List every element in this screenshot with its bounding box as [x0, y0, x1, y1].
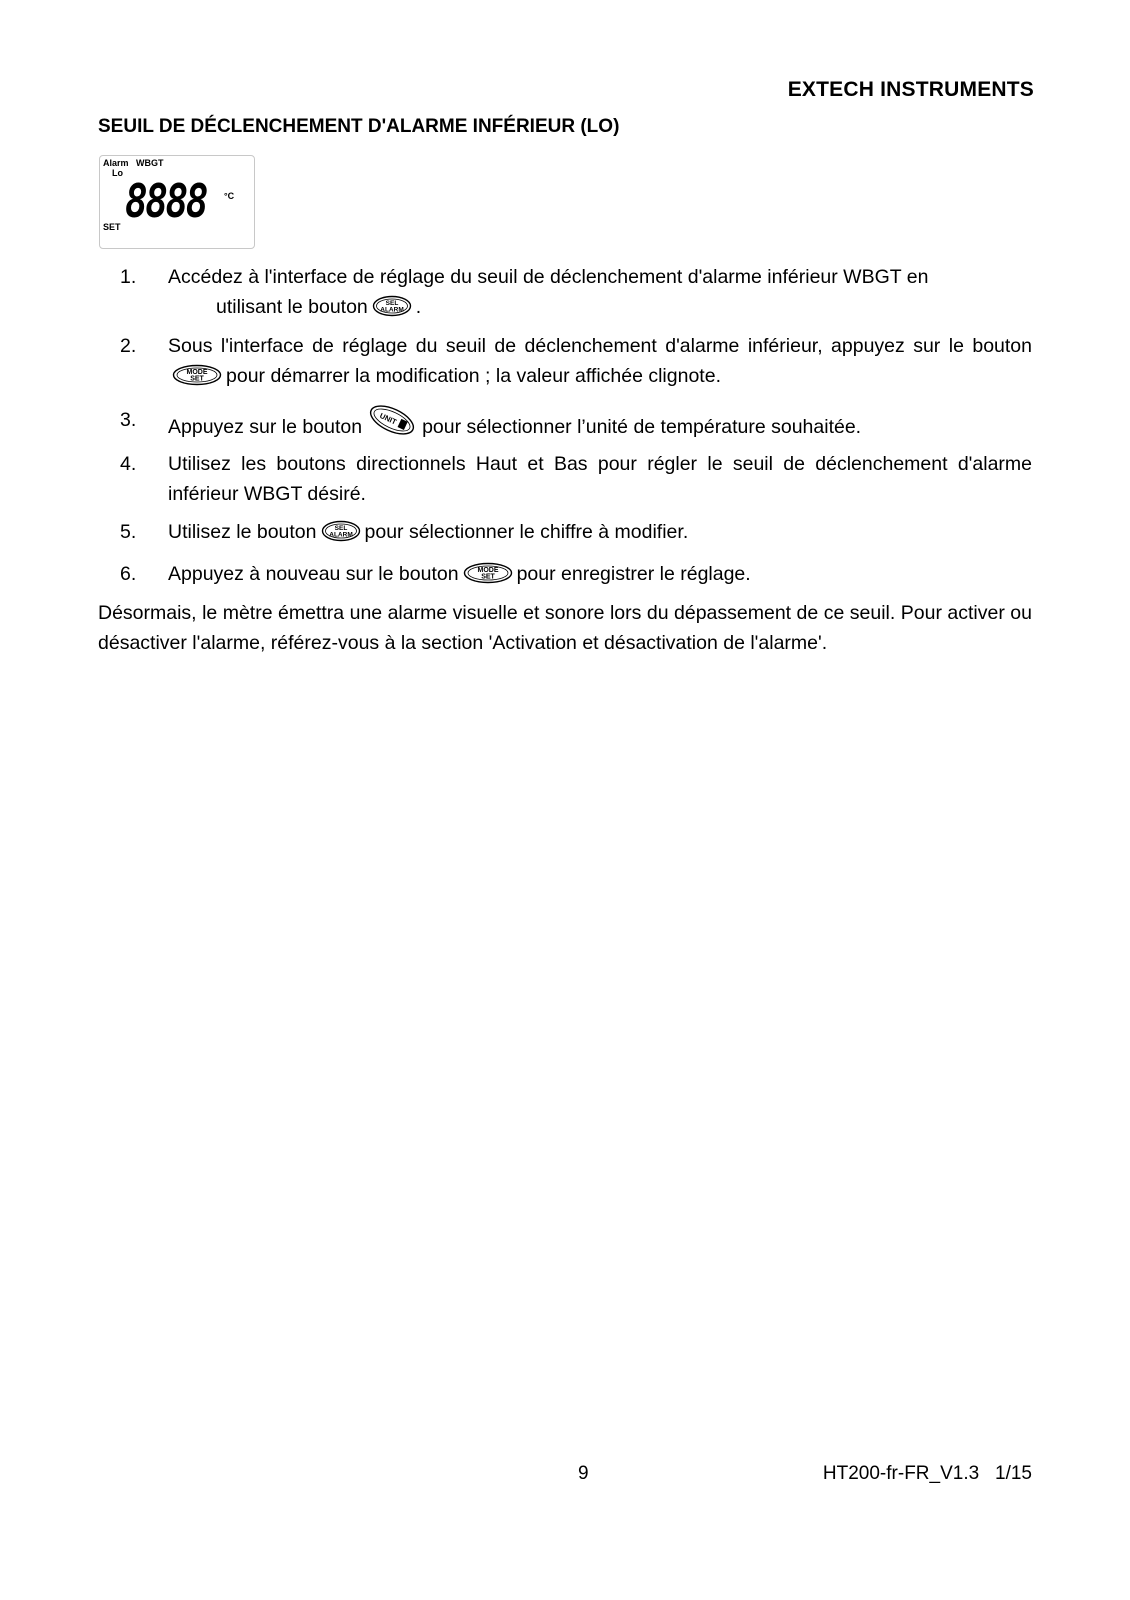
lcd-set-label: SET [103, 222, 121, 232]
step-text: . [415, 296, 422, 318]
unit-button-icon [366, 405, 418, 444]
step-number: 5. [120, 521, 137, 543]
section-title: SEUIL DE DÉCLENCHEMENT D'ALARME INFÉRIEUR (LO) [98, 116, 620, 137]
step-5 [98, 517, 1032, 551]
step-text: utilisant le bouton [216, 296, 368, 318]
lcd-wbgt-label: WBGT [136, 158, 164, 168]
lcd-unit-label: °C [224, 191, 235, 201]
step-text: Sous l'interface de réglage du seuil de déclenchement d'alarme inférieur, appuyez sur le bouton [168, 335, 1032, 357]
step-number: 2. [120, 335, 137, 357]
step-6 [98, 559, 1032, 593]
lcd-lo-label: Lo [112, 168, 123, 178]
sel-alarm-icon-line2: ALARM [380, 306, 404, 314]
step-text: Accédez à l'interface de réglage du seuil de déclenchement d'alarme inférieur WBGT en [168, 266, 929, 288]
step-4 [98, 449, 1032, 509]
step-number: 3. [120, 409, 137, 431]
step-text: pour enregistrer le réglage. [516, 563, 751, 585]
step-number: 1. [120, 266, 137, 288]
mode-set-icon-line1: MODE [186, 369, 208, 376]
sel-alarm-icon-line1: SEL [334, 525, 347, 532]
steps-list [98, 262, 1032, 593]
sel-alarm-button-icon [372, 295, 412, 326]
step-text: pour sélectionner le chiffre à modifier. [364, 521, 689, 543]
step-2 [98, 331, 1032, 395]
instructions [98, 262, 1032, 678]
step-text: Appuyez à nouveau sur le bouton [168, 563, 459, 585]
closing-paragraph: Désormais, le mètre émettra une alarme visuelle et sonore lors du dépassement de ce seuil. Pour activer ou désactiver l'alarme, référez-vous à la section 'Activation et désactivation de l'alarme'. [98, 602, 1032, 654]
lcd-digits: 8888 [125, 174, 207, 228]
step-text: Utilisez le bouton [168, 521, 317, 543]
document-id: HT200-fr-FR_V1.3 1/15 [822, 1463, 1032, 1484]
mode-set-button-icon [172, 364, 222, 395]
unit-icon-text: UNIT [378, 410, 399, 427]
step-number: 4. [120, 453, 137, 475]
mode-set-button-icon [463, 562, 513, 593]
brand-header: EXTECH INSTRUMENTS [787, 78, 1034, 101]
step-text: pour démarrer la modification ; la valeur affichée clignote. [226, 365, 721, 387]
mode-set-icon-line1: MODE [477, 567, 499, 574]
step-text: pour sélectionner l’unité de température souhaitée. [422, 416, 862, 438]
step-text: Utilisez les boutons directionnels Haut et Bas pour régler le seuil de déclenchement d'alarme inférieur WBGT désiré. [168, 453, 1032, 505]
lcd-alarm-label: Alarm [103, 158, 129, 168]
step-1 [98, 262, 1032, 326]
step-text: Appuyez sur le bouton [168, 416, 363, 438]
step-number: 6. [120, 563, 137, 585]
sel-alarm-button-icon [321, 520, 361, 551]
lcd-display-illustration [99, 155, 255, 249]
sel-alarm-icon-line2: ALARM [328, 531, 353, 539]
step-3 [98, 405, 1032, 444]
sel-alarm-icon-line1: SEL [385, 300, 399, 307]
mode-set-icon-line2: SET [190, 375, 204, 383]
mode-set-icon-line2: SET [480, 573, 495, 581]
page-number: 9 [578, 1463, 589, 1484]
